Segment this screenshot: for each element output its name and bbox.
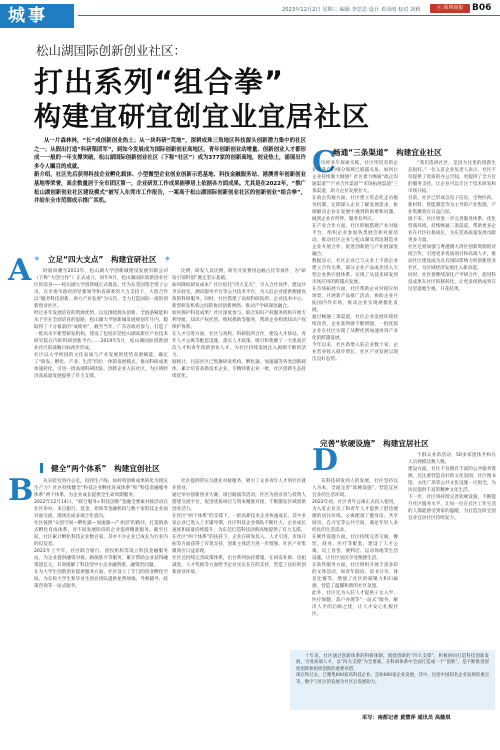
section-b-bar — [40, 463, 43, 473]
section-c-title: 畅通“三条渠道” 构建宜业社区 — [333, 147, 442, 157]
dropcap-d: D — [312, 443, 339, 478]
ornament-right: ✳ — [164, 255, 171, 263]
section-d-title: 完善“软硬设施” 构建宜居社区 — [320, 438, 429, 448]
section-tag: 城事 — [0, 4, 74, 28]
dropcap-a: A — [8, 253, 32, 288]
article-kicker: 松山湖国际创新创业社区： — [36, 43, 187, 58]
section-d-col2: 个群众业余活动，50多家团体共和在人员规模达数人数。 建设方面，社区不仅拥有丰富的公共服务资源，还注重营造良好的文化氛围，社区图书馆、文化广场等公共文化设施一应俱全，为居民提供丰富的精神文化生活。 下一步，社区将持续完善软硬设施，不断提升社区服务水平，让每一位在社区工作生活的人都能感受到家的温暖，为打造宜研宜创宜业宜居社区持续发力。 — [408, 453, 496, 521]
headline-line-1: 打出系列“组合拳” — [34, 65, 285, 99]
dropcap-c: C — [312, 145, 336, 180]
section-a-col2: 比例，研发人员比例，研究开发费用总额占比等条件，为“研发引领科创”奠定坚实基础。 如何降低研发成本？社区依托“四大支点”，引入合作伙伴，建设共享实验室、测试服务平台等公共技术平台，为入驻企业提供便捷高效的科研服务。同时，社区搭建了高校科研院所、企业技术中心、新型研发机构之间的协同创新网络，推动产学研深度融合。 如何保护科技成果？社区深度参与，联合知识产权服务机构开展专利导航、知识产权托管、维权援助等服务，帮助企业构筑知识产权保护体系。 在人才引进方面，社区与高校、科研院所合作，建设人才驿站、青年人才公寓等配套设施，落实人才政策，吸引和集聚了一大批高层次人才和青年创新创业人才，为社区持续发展注入源源不断的活力。 据统计，目前社区已集聚研发机构、孵化器、加速器等各类创新载体，累计培育高新技术企业、专精特新企业一批，社区创新生态持续优化。 — [172, 269, 306, 379]
page-number: B06 — [472, 3, 492, 13]
section-b-title: 健全“两个体系” 构建宜创社区 — [51, 463, 160, 473]
section-c-col1: 历经多年探索实践，社区所培育的企业在各自的细分领域已崭露头角，如何让企业持续做大做强？社区着力畅通“政企沟通渠道”“产业合作渠道”“市场拓展渠道”三条渠道，助力企业发展壮大。 在政企沟通方面，社区建立常态化走访服务机制，定期深入企业了解发展需求，协调解决企业在发展中遇到的困难和问题，做到企业有所呼、服务有所应。 在产业合作方面，社区积极搭建产业对接平台，组织企业参加各类展会和对接活动，推动社区企业与松山湖及周边制造业企业开展合作，促进创新链与产业链深度融合。 数据显示，社区企业已与众多上下游企业建立合作关系，部分企业产品成功进入大型企业供应链体系，实现了从技术研发到市场应用的跨越式发展。 在市场拓展方面，社区帮助企业对接应用场景，开展新产品推广活动，协助企业开拓国内外市场，推动企业实现规模化发展。 通过畅通三条渠道，社区企业发展环境持续改善，企业获得感不断增强，一批优质企业在社区实现了从孵化到加速再到产业化的跨越发展。 今年以来，社区新增入驻企业数十家，企业营业收入稳步增长，社区产业发展呈现出良好态势。 — [312, 161, 398, 362]
section-d-header — [320, 437, 496, 449]
section-a-header — [34, 253, 304, 265]
section-b-col2: 社区提供的实习就业对接服务，吸引了众多青年人才到社区就业创业。 通过举办创新创业大赛、项目路演等活动，社区为创业者与投资人搭建交流平台，促进优质项目与资本精准对接，不断激发区域创新创业活力。 在社区“两个体系”的支撑下，一批高新技术企业快速成长，其中多家企业已进入上市辅导期，社区科技企业梯队不断壮大，企业成长速度和质量持续提升，为东莞打造科技创新高地提供了有力支撑。 在社区“两个体系”的扶持下，企业在研发投入、人才引进、市场开拓等方面获得了有效支持，创新主体活力进一步增强，社区产业集聚效应日益显现。 社区还持续完善政策体系，出台系列扶持措施，在研发补助、房租减免、人才奖励等方面给予企业实实在在的支持，营造了良好的创新创业环境。 — [172, 479, 306, 575]
section-b-header — [40, 462, 306, 474]
section-c-header — [333, 146, 497, 158]
section-a-title: 立足“四大支点” 构建宜研社区 — [47, 254, 157, 264]
article-lead: 从一片森林林，“长”成创新创业热土；从一块科研“荒地”，深耕成珠三角地区科技源头创新潜力集中的社区之一；从假出打造“科研渠团军”，到如今发展成为国际创新创业高地区，青年创新创业动增量、创新创业人才都形成一一般的一年支撑突破，松山湖国际创新创业社区（下称“社区”）成为377家的创新高地，创业热土，涌现出许多令人瞩目的成就。 新介绍，社区先后获得科技企业孵化载体、小型微型企业创业创新示范基地、科技金融服务站、港澳青年创新创业基地等荣誉，高企数量居于全市团区第一，企业研发工作成果能够居上依据各方面成果。尤其是在2022年，“推广松山湖创新创业社区建设模式”被写入东莞市工作报告，一案高于松山湖国际创新创业社区的创新创业“组合拳”，并给东全市范围成示推广其机。 — [34, 138, 306, 205]
section-a-col1: 时间回溯至2013年，松山湖大学创新城建设发展有限公司（下称“大创合作”）正式成立，同年9月，松山湖国际创新创业社区的前身——松山湖大学创新城正式奠基。作为东莞国资全资子公司，在市委市政府的坚强领导和省部委的大力支持下，大创合作以“服务科技创新、助力产业发展”为宗旨，全力打造国际一流的创新创业社区。 经过多年发展培育的资源优势，以及围绕源头创新、全链条赋能和从下至在全面培育的思路，松山湖大学创新城发展规划年月内，假取得了十分靠前的“成绩单”，截至当年，广东省政府参与，打造了一批高水平新型研发机构，建设了包括东莞松山湖高新区产业技术研究院在内的科研创新平台……2019年5月，松山湖国际创新创业社区的战略目标初步形成。 社区以大学校园的文化品质与产业发展的优势双重赋能，确定了“研发、孵化、产业、生活”四位一体的发展模式，推动科研成果加速转化，引进一批高端科研团队、创新企业入驻社区，为区域经济高质量发展提供了有力支撑。 — [34, 269, 168, 379]
ornament-left: ✳ — [34, 255, 40, 263]
editor-note: 十年来，社区通过创新体系的科研体制，围绕创新的“四大支撑”，积极协同打造科技创新发展，引进高端人才，以“四大支撑”为全要素，在科研体系中全面打造成一个“创新”，是不断推进原始创新和组织创新的重要举措。 现在和过去，已聚集800家高科技企业，是如800家企业发展，其中，包括中国知名企业发展的重点等，数字与社区的发展为社区后发展助力。 — [290, 650, 495, 710]
header-meta: 2023年12月2日 星期三 编辑 李思思 设计 邓诗雨 校对 刘莉 — [282, 7, 421, 13]
dropcap-b: B — [8, 473, 34, 508]
byline: 采写：南都记者 黄慧萍 通讯员 高薇琪 — [362, 715, 451, 721]
section-c-col2: “我们选择社区，是因为这里的创新生态很好。”一位入驻企业负责人表示，社区不仅提供了优质的办公空间，更提供了全方位的服务支持，让企业可以专注于技术研发和市场开拓。 目前，社区已形成以电子信息、生物医药、新材料、智能制造等为主导的产业集群，产业集聚效应日益凸显。 接下来，社区将进一步完善服务体系，优化营商环境，持续畅通三条渠道，帮助更多企业在社区扎根成长，为东莞高质量发展贡献更多力量。 社区还将加强与粤港澳大湾区创新资源的对接合作，引进更多优质项目和高端人才，推动社区建设成为具有国际影响力的创新创业社区，为区域经济发展注入新动能。 同时，社区将继续深化产学研合作，促进科技成果在社区转移转化，让更多创新成果在这里落地生根、开花结果。 — [408, 161, 496, 292]
header-rule — [78, 15, 500, 16]
section-d-col1: 从科技研发到人的发展，社区坚持以人为本，全面完善“软硬设施”，营造宜居宜业的生活环境。 2022年初，社区青年公寓正式投入使用，为入驻企业员工和青年人才提供了舒适便捷的居住环境。公寓配备了健身房、共享厨房、自习室等公共空间，满足年轻人多样化的生活需求。 在硬件设施方面，社区持续完善交通、餐饮、商业、医疗等配套，建设了人才公寓、员工食堂、便利店、运动场地等生活设施，让社区居民享受便捷生活。 在软件服务方面，社区组织开展丰富多彩的文体活动，如青年联谊、读书分享、体育比赛等，增强了社区的凝聚力和归属感，营造了温馨和谐的社区氛围。 此外，社区还为入驻人才提供子女入学、医疗保健、落户办理等“一站式”服务，解决人才的后顾之忧，让人才安心扎根社区。 — [312, 479, 398, 617]
newspaper-badge: ⓡ 深圳商报 — [430, 4, 470, 13]
headline-line-2: 构建宜研宜创宜业宜居社区 — [34, 102, 370, 133]
section-b-col1: 从实验室到办公室，再到生产线，如何将创新成果转化为现实生产力？社区持续健全“科技企业孵化育成体系”和“科技金融服务体系”两个体系，为企业成长提供全生命周期服务。 2022年12月14日，“联合服务+科技创新”金融全要素对接活动在社区举办，来自银行、基金、担保等金融机构与数十家科技企业面对面交流，现场达成多项合作意向。 社区按照“众创空间—孵化器—加速器—产业园”的路径，打造链条式孵化育成体系，对不同发展阶段的企业提供精准服务。截至目前，社区累计孵化科技企业数百家，其中不少企业已成长为行业内的佼佼者。 2023年上半年，社区联合银行、创投机构等设立科技金融服务站，为企业提供融资对接、路演推介等服务，累计帮助企业获得融资超亿元，有效缓解了科技型中小企业融资难、融资贵问题。 在为大学生创新创业提供服务方面，社区设立了专门的创业孵化空间，为在校大学生和毕业生创业团队提供免费场地、导师辅导、政策咨询等一站式服务。 — [34, 479, 168, 589]
